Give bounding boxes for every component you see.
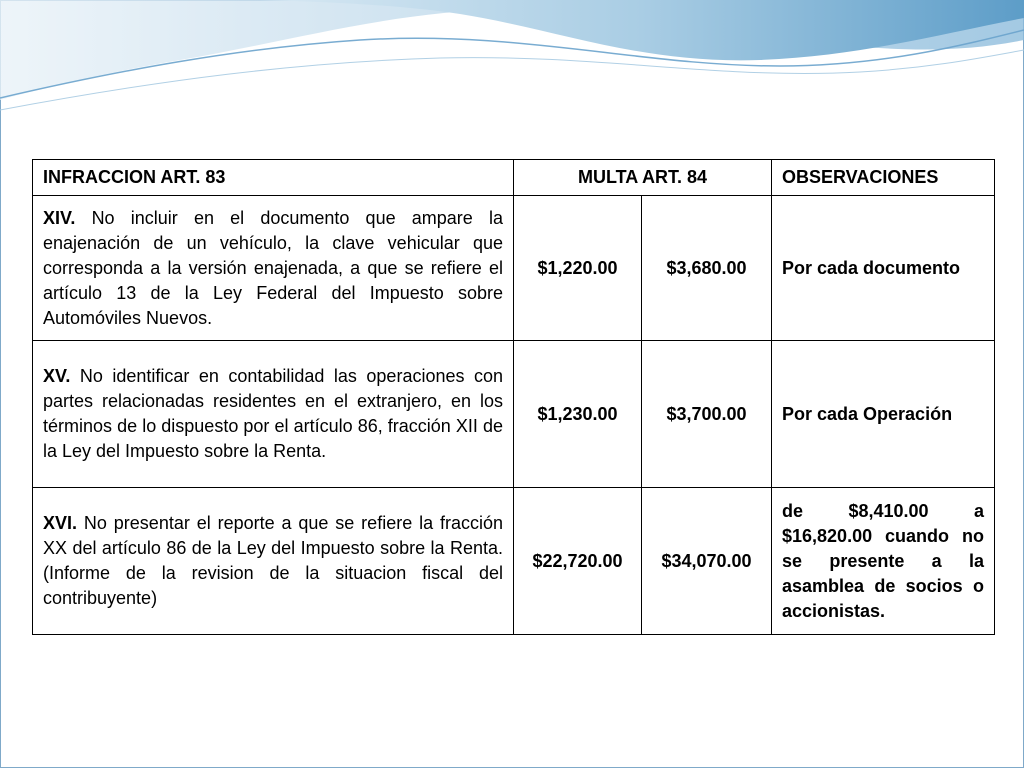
multa-min-cell: $1,230.00 [514, 341, 642, 488]
infraccion-text: No presentar el reporte a que se refiere la fracción XX del artículo 86 de la Ley del Impuesto sobre la Renta. (Informe de la revision de la situacion fiscal del contribuyente) [43, 513, 503, 608]
infraccion-code: XIV. [43, 207, 76, 228]
table-row [33, 341, 995, 488]
infraccion-code: XV. [43, 366, 71, 386]
multa-max-cell: $3,700.00 [642, 341, 772, 488]
infraction-table [32, 159, 995, 635]
observacion-cell: Por cada Operación [772, 341, 995, 488]
table-row [33, 196, 995, 341]
infraccion-cell [33, 196, 514, 341]
multa-min-cell: $1,220.00 [514, 196, 642, 341]
multa-max-cell: $3,680.00 [642, 196, 772, 341]
observacion-cell: de $8,410.00 a $16,820.00 cuando no se presente a la asamblea de socios o accionistas. [772, 488, 995, 635]
header-multa: MULTA ART. 84 [514, 160, 772, 196]
infraccion-code: XVI. [43, 513, 78, 533]
table-header-row [33, 160, 995, 196]
multa-min-cell: $22,720.00 [514, 488, 642, 635]
decorative-wave-banner [0, 0, 1024, 130]
multa-max-cell: $34,070.00 [642, 488, 772, 635]
infraccion-cell [33, 488, 514, 635]
header-infraccion: INFRACCION ART. 83 [33, 160, 514, 196]
infraccion-text: No incluir en el documento que ampare la enajenación de un vehículo, la clave vehicular que corresponda a la versión enajenada, a que se refiere el artículo 13 de la Ley Federal del Impuesto sobre Automóviles Nuevos. [43, 207, 503, 328]
infraction-table-container [32, 159, 994, 635]
header-observaciones: OBSERVACIONES [772, 160, 995, 196]
observacion-cell: Por cada documento [772, 196, 995, 341]
table-row [33, 488, 995, 635]
infraccion-text: No identificar en contabilidad las operaciones con partes relacionadas residentes en el extranjero, en los términos de lo dispuesto por el artículo 86, fracción XII de la Ley del Impuesto sobre la Renta. [43, 366, 503, 461]
infraccion-cell [33, 341, 514, 488]
